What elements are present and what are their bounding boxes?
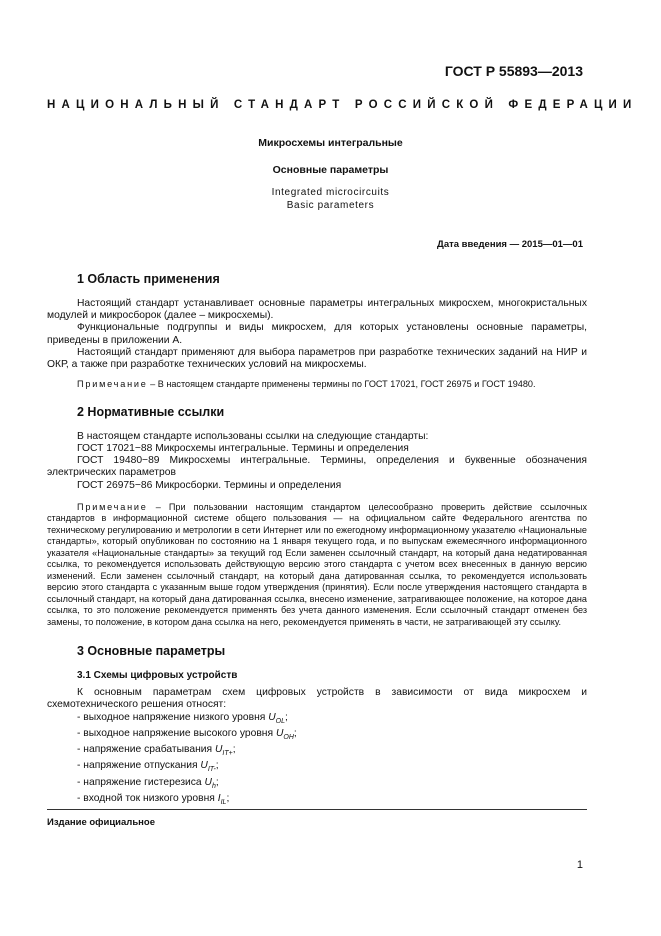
list-item: - напряжение гистерезиса $U_h$; (77, 776, 219, 790)
section1-paragraph-1: Настоящий стандарт устанавливает основные параметры интегральных микросхем, многокристальных модулей и микросборок (далее – микросхемы). (47, 298, 587, 322)
list-item: - напряжение отпускания $U_{IT-}$; (77, 760, 219, 774)
section2-note (47, 502, 587, 629)
note-text: – При пользовании настоящим стандартом целесообразно проверить действие ссылочных стандартов в информационной системе общего пользования — на официальном сайте Федерального агентства по техническому регулированию и метрологии в сети Интернет или по ежегодному информационному указателю «Национальные стандарты», который опубликован по состоянию на 1 января текущего года, и по выпускам ежемесячного информационного указателя «Национальные стандарты» за текущий год Если заменен ссылочный стандарт, на который дана недатированная ссылка, то рекомендуется использовать действующую версию этого стандарта с учетом всех внесенных в данную версию изменений. Если заменен ссылочный стандарт, на который дана датированная ссылка, то рекомендуется использовать версию этого стандарта с указанным выше годом утверждения (принятия). Если после утверждения настоящего стандарта в ссылочный стандарт, на который дана датированная ссылка, внесено изменение, затрагивающее положение, на которое дана ссылка, то это положение рекомендуется применять без учета данного изменения. Если ссылочный стандарт отменен без замены, то положение, в котором дана ссылка на него, рекомендуется применять в части, не затрагивающей эту ссылку. (47, 501, 587, 627)
section1-paragraph-2: Функциональные подгруппы и виды микросхем, для которых установлены основные параметры, приведены в приложении А. (47, 322, 587, 346)
section1-heading: 1 Область применения (77, 272, 220, 286)
subsection-heading: 3.1 Схемы цифровых устройств (77, 670, 238, 682)
introduction-date: Дата введения — 2015—01—01 (437, 239, 583, 250)
title-en-1: Integrated microcircuits (271, 187, 390, 198)
section2-heading: 2 Нормативные ссылки (77, 404, 225, 419)
reference-item: ГОСТ 26975−86 Микросборки. Термины и определения (77, 479, 342, 491)
section1-note (47, 379, 587, 391)
title-ru-1: Микросхемы интегральные (258, 137, 403, 149)
section3-intro: К основным параметрам схем цифровых устройств в зависимости от вида микросхем и схемотехнического решения относят: (47, 687, 587, 711)
note-text: – В настоящем стандарте применены термины по ГОСТ 17021, ГОСТ 26975 и ГОСТ 19480. (147, 379, 536, 390)
section1-paragraph-3: Настоящий стандарт применяют для выбора параметров при разработке технических заданий на НИР и ОКР, а также при разработке технических условий на микросхемы. (47, 346, 587, 371)
section2-intro: В настоящем стандарте использованы ссылки на следующие стандарты: (77, 430, 429, 442)
page-number: 1 (576, 859, 583, 871)
list-item: - входной ток низкого уровня $I_{IL}$; (77, 792, 230, 806)
edition-label: Издание официальное (47, 817, 155, 828)
list-item: - напряжение срабатывания $U_{IT+}$; (77, 744, 236, 758)
reference-item: ГОСТ 19480−89 Микросхемы интегральные. Термины, определения и буквенные обозначения электрических параметров (47, 455, 587, 479)
footer-divider (47, 809, 587, 810)
note-label: Примечание (77, 501, 148, 512)
list-item: - выходное напряжение низкого уровня $U_{OL}$; (77, 711, 288, 725)
section3-heading: 3 Основные параметры (77, 644, 226, 659)
parameter-list (47, 712, 587, 810)
title-en-2: Basic parameters (286, 200, 375, 211)
standard-banner: НАЦИОНАЛЬНЫЙ СТАНДАРТ РОССИЙСКОЙ ФЕДЕРАЦИИ (47, 99, 638, 111)
note-label: Примечание (77, 379, 148, 390)
document-body (47, 272, 587, 809)
list-item: - выходное напряжение высокого уровня $U_{OH}$; (77, 727, 297, 741)
title-ru-2: Основные параметры (272, 164, 389, 176)
gost-number: ГОСТ Р 55893—2013 (444, 63, 583, 79)
reference-item: ГОСТ 17021−88 Микросхемы интегральные. Термины и определения (77, 442, 409, 454)
